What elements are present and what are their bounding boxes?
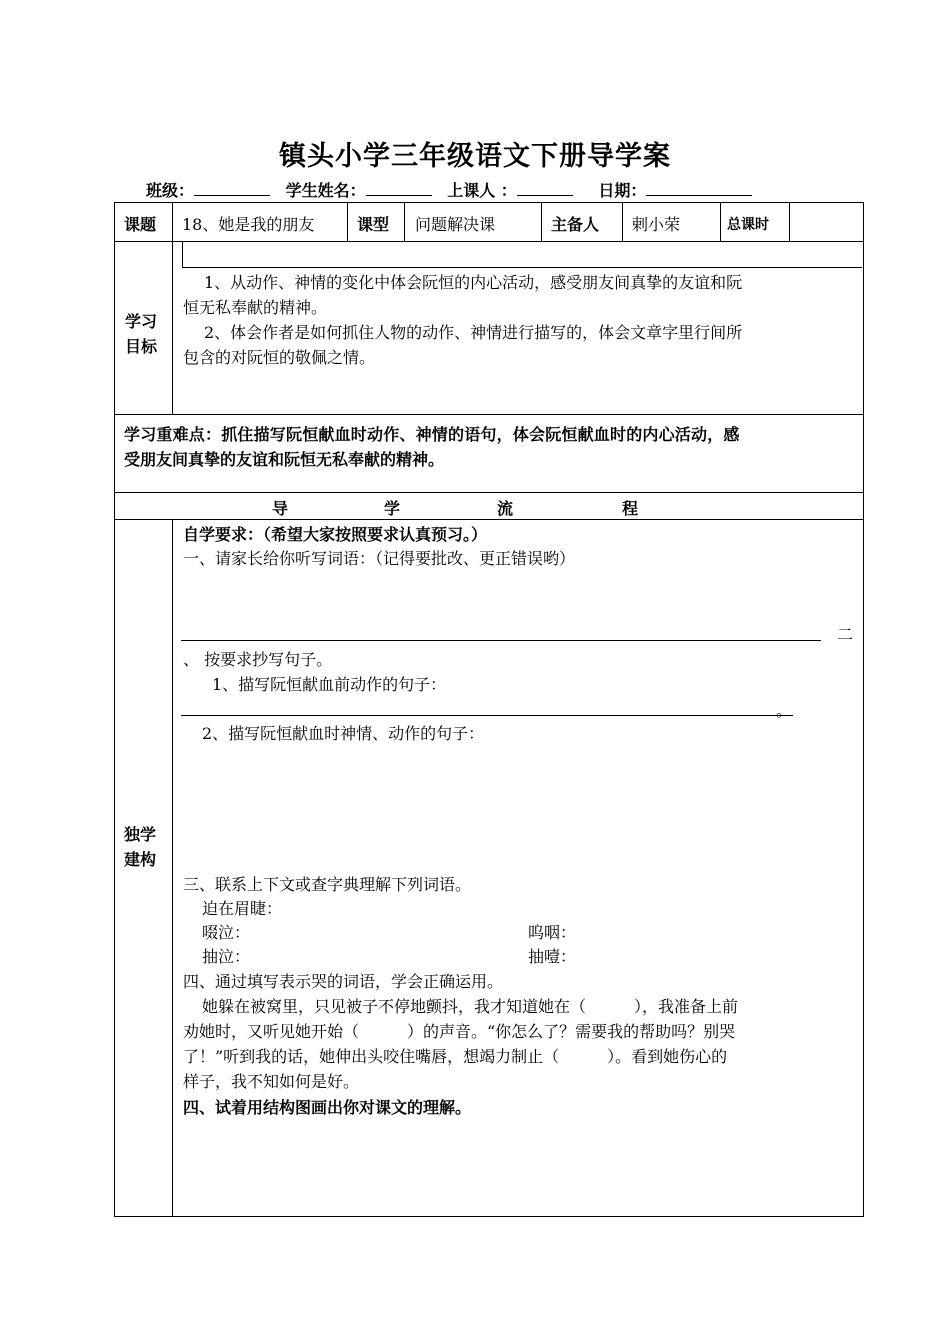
type-label: 课型 [357,215,390,234]
section-1-dictation: 一、请家长给你听写词语：（记得要批改、更正错误哟） [183,549,576,568]
preparer-label: 主备人 [551,215,600,234]
goal-2-line-1: 2、体会作者是如何抓住人物的动作、神情进行描写的，体会文章字里行间所 [204,323,743,342]
class-label: 班级： [146,181,195,200]
section-3-vocabulary: 三、联系上下文或查字典理解下列词语。 [183,875,472,894]
key-points-line-2: 受朋友间真挚的友谊和阮恒无私奉献的精神。 [124,450,445,469]
self-study-label-1: 独学 [124,825,157,844]
goal-1-line-1: 1、从动作、神情的变化中体会阮恒的内心活动，感受朋友间真挚的友谊和阮 [204,273,743,292]
flow-header-char-4: 程 [622,499,639,518]
word-sob: 啜泣： [202,923,251,942]
flow-header-char-3: 流 [497,499,514,518]
section-4-crying-words: 四、通过填写表示哭的词语，学会正确运用。 [183,972,504,991]
passage-line-2: 劝她时，又听见她开始（ ）的声音。“你怎么了？需要我的帮助吗？别哭 [183,1022,736,1041]
key-points-line-1: 学习重难点：抓住描写阮恒献血时动作、神情的语句，体会阮恒献血时的内心活动，感 [124,425,740,444]
flow-header-char-2: 学 [384,499,401,518]
word-urgent: 迫在眉睫： [202,899,283,918]
teacher-label: 上课人 ： [447,181,517,200]
preparer-value: 剌小荣 [632,215,681,234]
word-whimper: 呜咽： [528,923,577,942]
passage-line-1: 她躲在被窝里，只见被子不停地颤抖，我才知道她在（ ），我准备上前 [202,997,739,1016]
sentence-1-end-mark: 。 [776,701,793,720]
student-info-line [146,178,762,201]
goal-1-line-2: 恒无私奉献的精神。 [183,298,328,317]
passage-line-3: 了！”听到我的话，她伸出头咬住嘴唇，想竭力制止（ ）。看到她伤心的 [183,1047,728,1066]
date-blank[interactable] [646,181,752,196]
sentence-1-answer-line[interactable] [181,715,793,716]
type-value: 问题解决课 [415,215,496,234]
topic-value: 18、她是我的朋友 [182,215,315,234]
flow-header-char-1: 导 [272,499,289,518]
section-5-structure-diagram: 四、试着用结构图画出你对课文的理解。 [183,1098,472,1117]
self-study-label-2: 建构 [124,850,157,869]
page-title: 镇头小学三年级语文下册导学案 [279,141,671,172]
goal-2-line-2: 包含的对阮恒的敬佩之情。 [183,348,376,367]
student-name-label: 学生姓名： [285,181,366,200]
section-2-item-1: 1、描写阮恒献血前动作的句子： [212,675,447,694]
word-sobbing: 抽泣： [202,947,251,966]
student-name-blank[interactable] [366,181,432,196]
dictation-answer-line[interactable] [181,640,821,641]
section-2-item-2: 2、描写阮恒献血时神情、动作的句子： [202,724,485,743]
class-blank[interactable] [194,181,270,196]
total-hours-label: 总课时 [727,217,769,233]
section-2-copy-sentences: 、 按要求抄写句子。 [183,650,333,669]
goals-label-2: 目标 [125,337,158,356]
passage-line-4: 样子，我不知如何是好。 [183,1072,360,1091]
date-label: 日期： [598,181,647,200]
goals-label-1: 学习 [125,312,158,331]
teacher-blank[interactable] [517,181,573,196]
self-study-requirement: 自学要求：（希望大家按照要求认真预习。） [183,525,488,544]
section-2-number: 二 [837,625,854,644]
word-choking-sob: 抽噎： [528,947,577,966]
topic-label: 课题 [124,215,157,234]
